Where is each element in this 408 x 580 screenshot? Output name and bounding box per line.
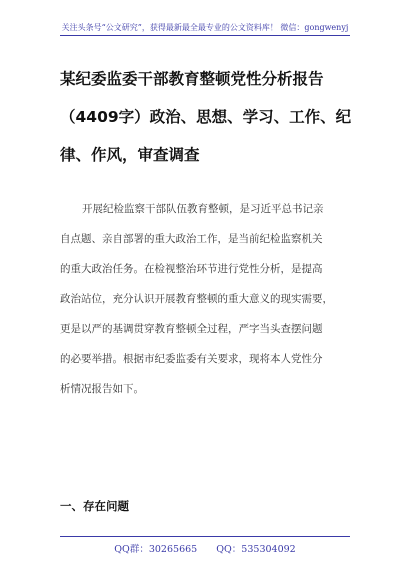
body-line: 自点题、亲自部署的重大政治工作，是当前纪检监察机关 [60,233,323,245]
document-title [60,60,360,174]
body-line: 更是以严的基调贯穿教育整顿全过程，严字当头查摆问题 [60,323,323,335]
qq-group-text: QQ群：30265665 [114,544,198,555]
body-line: 的必要举措。根据市纪委监委有关要求，现将本人党性分 [60,353,323,365]
title-line: （4409字）政治、思想、学习、工作、纪 [60,108,352,126]
section-heading: 一、存在问题 [60,499,129,513]
title-line: 某纪委监委干部教育整顿党性分析报告 [60,70,324,88]
body-line: 政治站位，充分认识开展教育整顿的重大意义的现实需要， [60,293,333,305]
body-line: 开展纪检监察干部队伍教育整顿，是习近平总书记亲 [82,203,324,215]
qq-text: QQ：535304092 [216,544,296,555]
body-paragraph [60,194,352,404]
page-footer [60,536,350,555]
body-line: 析情况报告如下。 [60,383,144,395]
body-line: 的重大政治任务。在检视整治环节进行党性分析，是提高 [60,263,323,275]
page-header-banner: 关注头条号“公文研究”，获得最新最全最专业的公文资料库！ 微信：gongwenyj [60,22,350,36]
title-line: 律、作风，审查调查 [60,146,200,164]
